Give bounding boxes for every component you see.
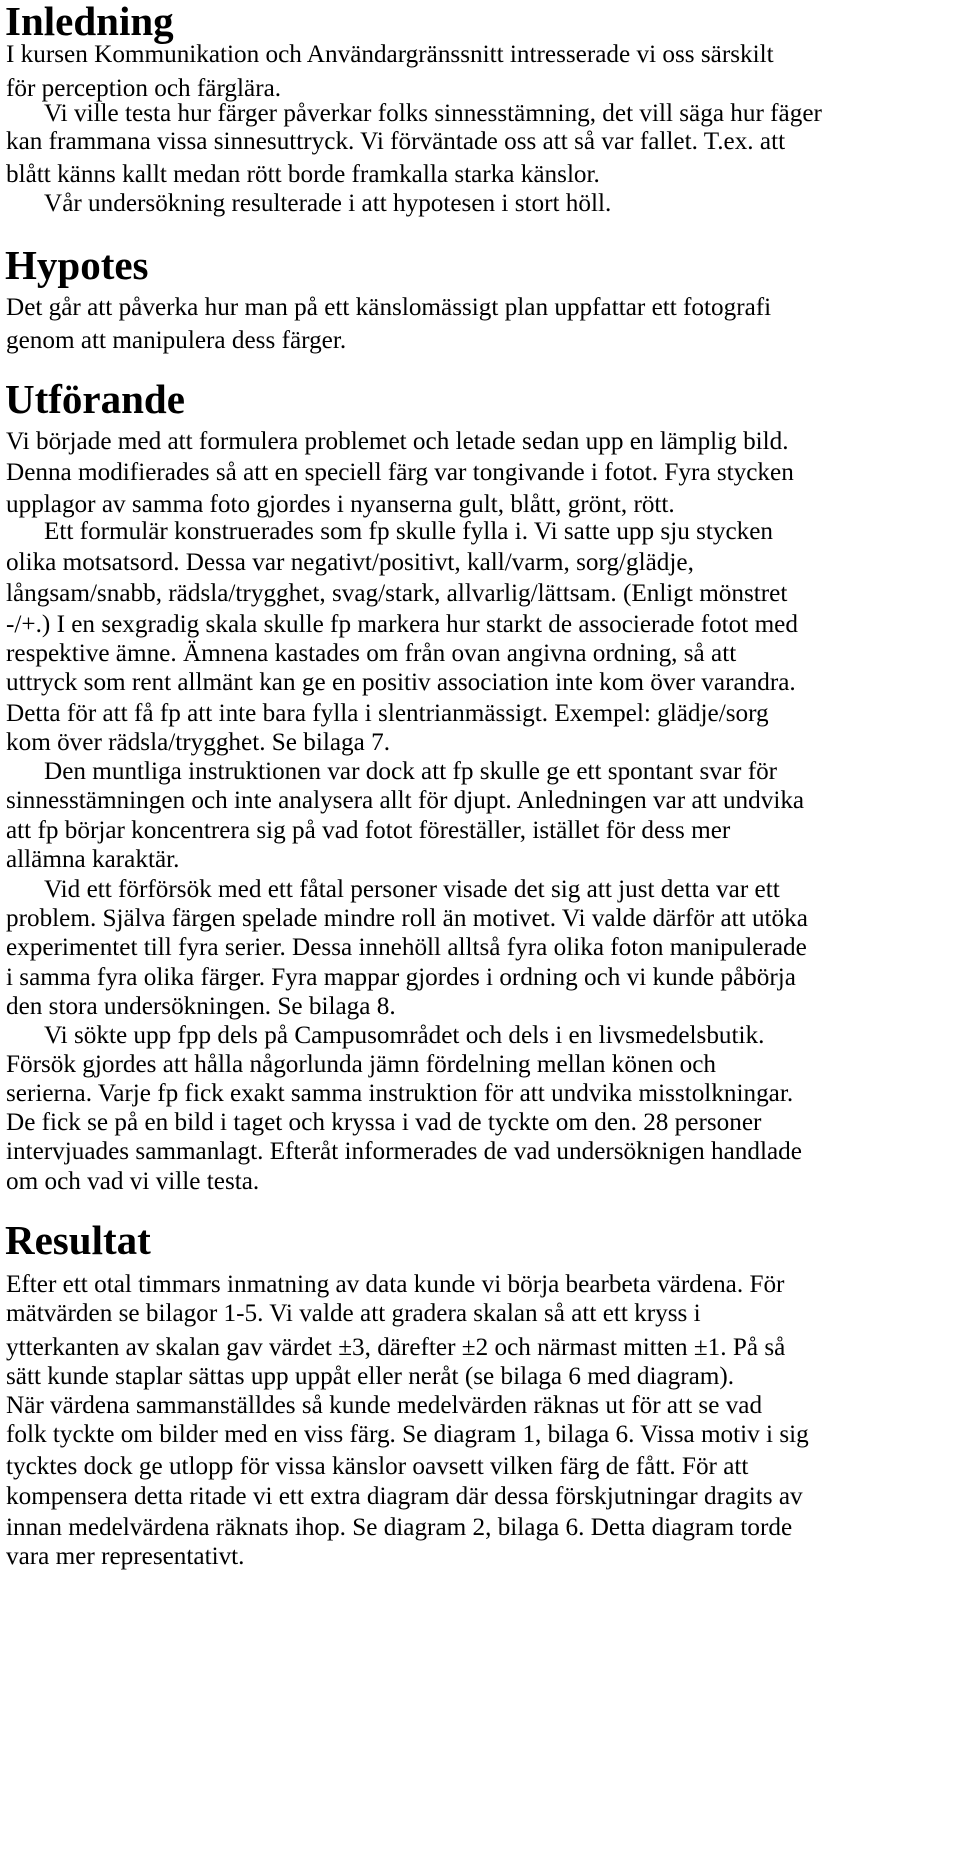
paragraph-line: Efter ett otal timmars inmatning av data kunde vi börja bearbeta värdena. För [6,1271,785,1298]
paragraph-line: vara mer representativt. [6,1543,245,1570]
paragraph-line: problem. Själva färgen spelade mindre roll än motivet. Vi valde därför att utöka [6,905,808,932]
paragraph-line: Vi ville testa hur färger påverkar folks sinnesstämning, det vill säga hur fäger [44,100,822,127]
paragraph-line: serierna. Varje fp fick exakt samma instruktion för att undvika misstolkningar. [6,1080,794,1107]
heading-hypotes: Hypotes [5,242,149,288]
paragraph-line: Detta för att få fp att inte bara fylla i slentrianmässigt. Exempel: glädje/sorg [6,700,769,727]
paragraph-line: upplagor av samma foto gjordes i nyanserna gult, blått, grönt, rött. [6,491,675,518]
paragraph-line: i samma fyra olika färger. Fyra mappar gjordes i ordning och vi kunde påbörja [6,964,796,991]
paragraph-line: Vi sökte upp fpp dels på Campusområdet och dels i en livsmedelsbutik. [44,1022,765,1049]
paragraph-line: Vår undersökning resulterade i att hypotesen i stort höll. [44,190,612,217]
heading-utforande: Utförande [5,376,185,422]
paragraph-line: uttryck som rent allmänt kan ge en positiv association inte kom över varandra. [6,669,796,696]
paragraph-line: kan frammana vissa sinnesuttryck. Vi förväntade oss att så var fallet. T.ex. att [6,128,786,155]
paragraph-line: olika motsatsord. Dessa var negativt/positivt, kall/varm, sorg/glädje, [6,549,694,576]
paragraph-line: kom över rädsla/trygghet. Se bilaga 7. [6,729,391,756]
paragraph-line: kompensera detta ritade vi ett extra diagram där dessa förskjutningar dragits av [6,1483,803,1510]
paragraph-line: I kursen Kommunikation och Användargränssnitt intresserade vi oss särskilt [6,41,774,68]
paragraph-line: intervjuades sammanlagt. Efteråt informerades de vad undersöknigen handlade [6,1138,802,1165]
paragraph-line: Denna modifierades så att en speciell färg var tongivande i fotot. Fyra stycken [6,459,794,486]
paragraph-line: respektive ämne. Ämnena kastades om från ovan angivna ordning, så att [6,640,737,667]
paragraph-line: mätvärden se bilagor 1-5. Vi valde att gradera skalan så att ett kryss i [6,1300,701,1327]
paragraph-line: -/+.) I en sexgradig skala skulle fp markera hur starkt de associerade fotot med [6,611,798,638]
paragraph-line: Vid ett förförsök med ett fåtal personer visade det sig att just detta var ett [44,876,780,903]
paragraph-line: sinnesstämningen och inte analysera allt för djupt. Anledningen var att undvika [6,787,805,814]
paragraph-line: Försök gjordes att hålla någorlunda jämn fördelning mellan könen och [6,1051,716,1078]
paragraph-line: tycktes dock ge utlopp för vissa känslor oavsett vilken färg de fått. För att [6,1453,749,1480]
paragraph-line: folk tyckte om bilder med en viss färg. Se diagram 1, bilaga 6. Vissa motiv i sig [6,1421,809,1448]
paragraph-line: Den muntliga instruktionen var dock att fp skulle ge ett spontant svar för [44,758,778,785]
paragraph-line: Vi började med att formulera problemet och letade sedan upp en lämplig bild. [6,428,789,455]
paragraph-line: innan medelvärdena räknats ihop. Se diagram 2, bilaga 6. Detta diagram torde [6,1514,793,1541]
paragraph-line: genom att manipulera dess färger. [6,327,347,354]
paragraph-line: att fp börjar koncentrera sig på vad fotot föreställer, istället för dess mer [6,817,731,844]
paragraph-line: sätt kunde staplar sättas upp uppåt eller neråt (se bilaga 6 med diagram). [6,1363,735,1390]
paragraph-line: ytterkanten av skalan gav värdet ±3, därefter ±2 och närmast mitten ±1. På så [6,1334,786,1361]
paragraph-line: om och vad vi ville testa. [6,1168,260,1195]
paragraph-line: långsam/snabb, rädsla/trygghet, svag/stark, allvarlig/lättsam. (Enligt mönstret [6,580,788,607]
heading-resultat: Resultat [5,1217,151,1263]
paragraph-line: Ett formulär konstruerades som fp skulle fylla i. Vi satte upp sju stycken [44,518,774,545]
paragraph-line: blått känns kallt medan rött borde framkalla starka känslor. [6,161,600,188]
paragraph-line: allämna karaktär. [6,846,180,873]
paragraph-line: De fick se på en bild i taget och kryssa i vad de tyckte om den. 28 personer [6,1109,762,1136]
heading-inledning: Inledning [5,0,174,44]
paragraph-line: den stora undersökningen. Se bilaga 8. [6,993,396,1020]
paragraph-line: Det går att påverka hur man på ett känslomässigt plan uppfattar ett fotografi [6,294,772,321]
paragraph-line: experimentet till fyra serier. Dessa innehöll alltså fyra olika foton manipulerade [6,934,807,961]
paragraph-line: När värdena sammanställdes så kunde medelvärden räknas ut för att se vad [6,1392,763,1419]
paragraph-line: för perception och färglära. [6,75,282,102]
